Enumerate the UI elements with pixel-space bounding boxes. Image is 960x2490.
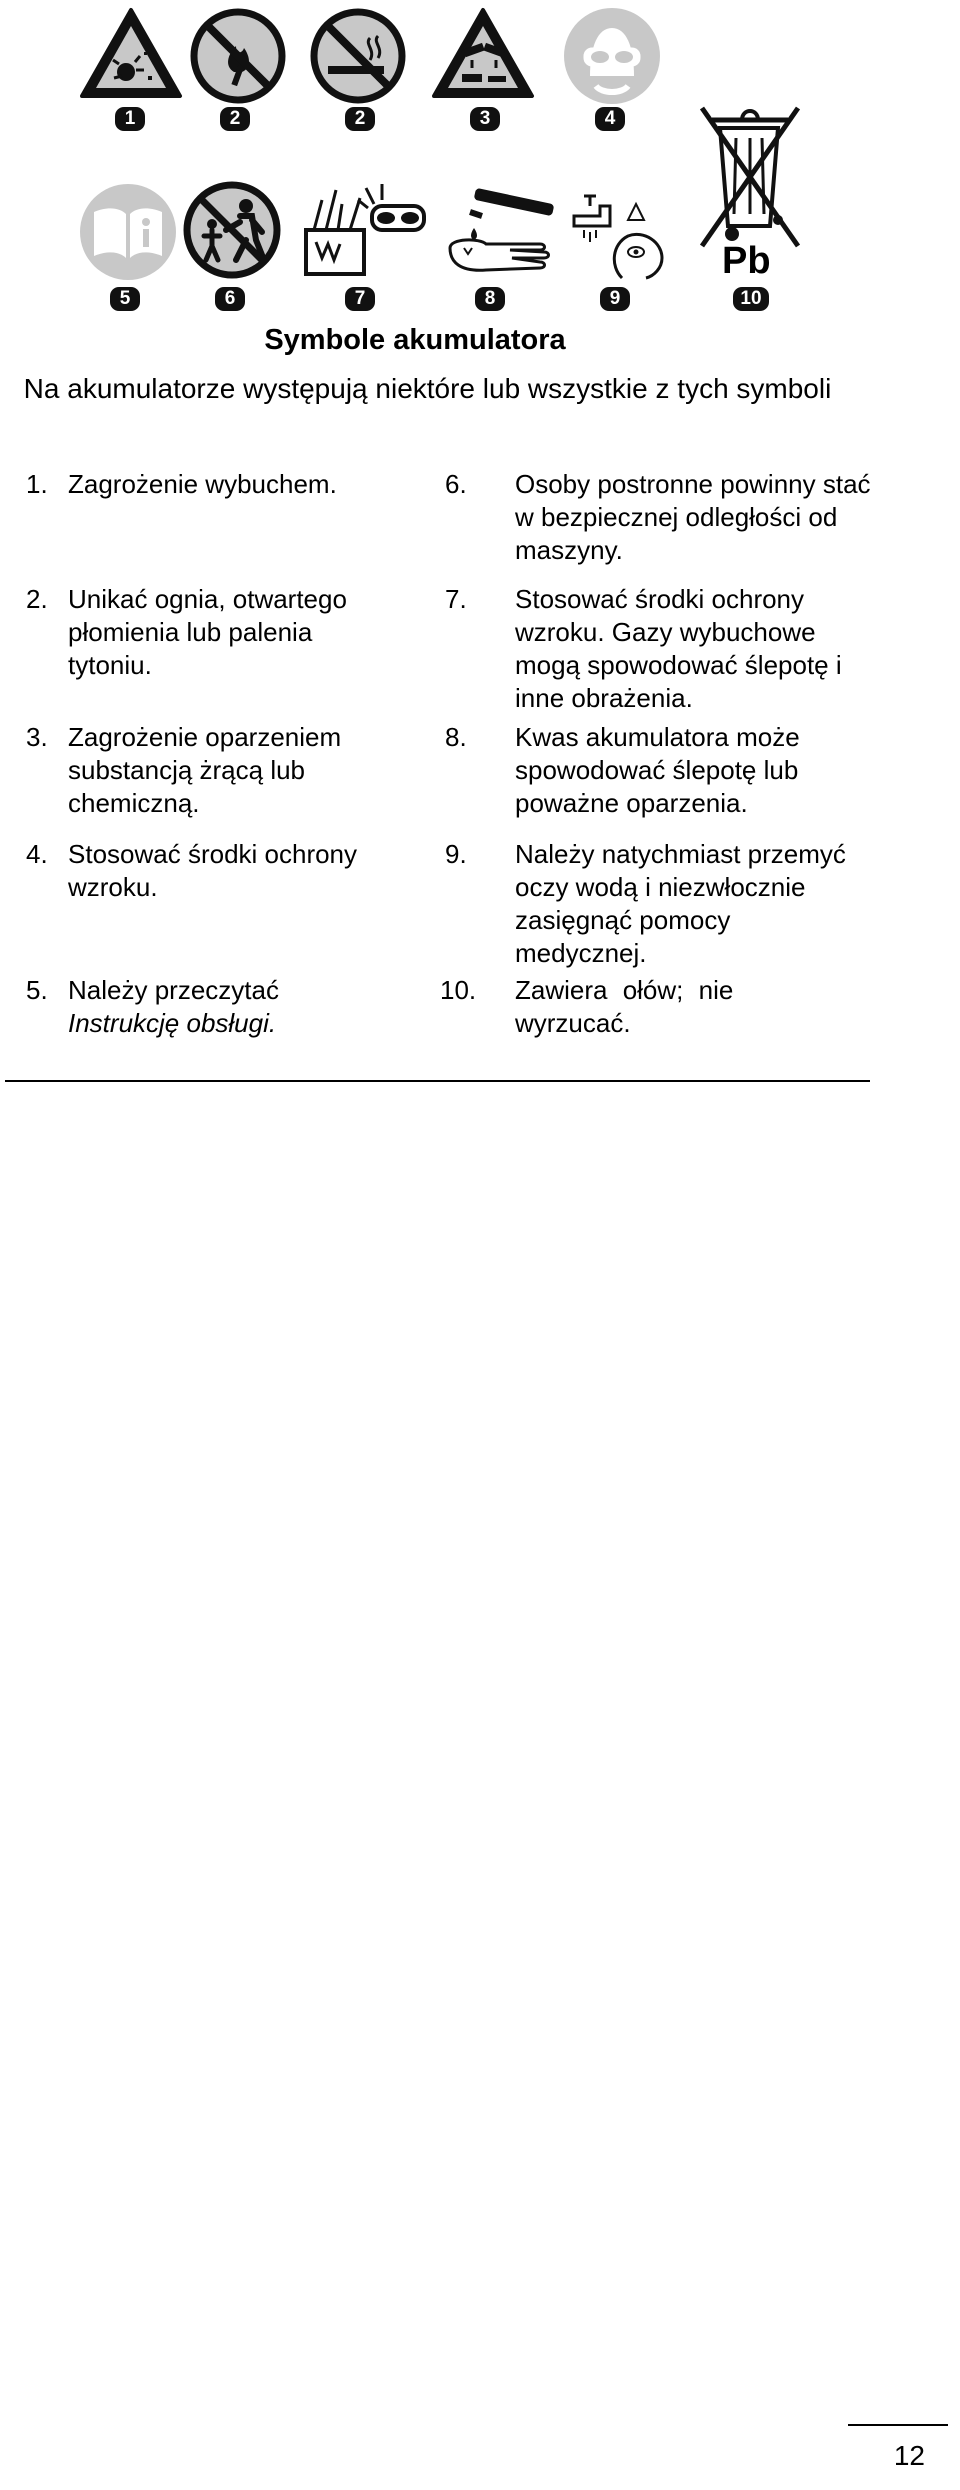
list-item-number: 5.	[26, 975, 48, 1005]
battery-symbols-panel	[0, 0, 960, 325]
symbol-badge-9: 9	[600, 287, 630, 311]
list-item-number: 6.	[445, 469, 467, 499]
list-item-number: 3.	[26, 722, 48, 752]
list-item-7	[440, 583, 885, 715]
list-item-text	[68, 974, 398, 1040]
eye-protection-icon	[562, 6, 662, 106]
symbol-badge-5: 5	[110, 287, 140, 311]
list-item-number: 10.	[440, 975, 477, 1005]
list-item-number: 1.	[26, 469, 48, 499]
list-item-number: 2.	[26, 584, 48, 614]
page-title: Symbole akumulatora	[264, 324, 566, 356]
list-item-text: Zawiera ołów; nie wyrzucać.	[515, 975, 734, 1038]
symbol-badge-3: 3	[470, 107, 500, 131]
list-item-8	[440, 721, 875, 820]
list-item-number: 8.	[445, 722, 467, 752]
list-item-text: Należy natychmiast przemyć oczy wodą i niezwłocznie zasięgnąć pomocy medycznej.	[515, 839, 846, 968]
symbol-badge-2b: 2	[345, 107, 375, 131]
list-item-10	[440, 974, 775, 1040]
flush-eyes-icon	[570, 186, 680, 282]
list-item-6	[440, 468, 875, 567]
symbol-badge-2a: 2	[220, 107, 250, 131]
page-number: 12	[893, 2440, 925, 2471]
list-item-text-plain: Należy przeczytać	[68, 975, 279, 1005]
battery-acid-icon	[440, 182, 560, 282]
symbol-badge-8: 8	[475, 287, 505, 311]
symbol-badge-7: 7	[345, 287, 375, 311]
manual-reference: Instrukcję obsługi.	[68, 1008, 277, 1038]
no-smoking-icon	[310, 8, 406, 104]
read-manual-icon	[78, 182, 178, 282]
explosion-warning-icon	[78, 6, 184, 100]
list-item-9	[440, 838, 855, 970]
symbol-badge-4: 4	[595, 107, 625, 131]
page-number-rule	[848, 2424, 948, 2426]
list-item-2	[0, 583, 388, 682]
list-item-4	[0, 838, 413, 904]
list-item-1	[0, 468, 398, 501]
list-item-text: Stosować środki ochrony wzroku.	[68, 839, 358, 902]
no-fire-icon	[190, 8, 286, 104]
list-item-text: Zagrożenie oparzeniem substancją żrącą lub chemiczną.	[68, 722, 342, 818]
page-subtitle: Na akumulatorze występują niektóre lub wszystkie z tych symboli	[23, 373, 832, 404]
list-item-number: 7.	[445, 584, 467, 614]
battery-explosion-goggles-icon	[302, 180, 432, 280]
list-item-number: 9.	[445, 839, 467, 869]
list-item-text: Zagrożenie wybuchem.	[68, 469, 337, 499]
section-divider	[5, 1080, 870, 1082]
symbol-badge-6: 6	[215, 287, 245, 311]
list-item-text: Unikać ognia, otwartego płomienia lub palenia tytoniu.	[68, 584, 347, 680]
list-item-text: Kwas akumulatora może spowodować ślepotę lub poważne oparzenia.	[515, 722, 800, 818]
list-item-text: Stosować środki ochrony wzroku. Gazy wybuchowe mogą spowodować ślepotę i inne obrażenia.	[515, 584, 842, 713]
keep-bystanders-away-icon	[182, 180, 282, 280]
symbol-badge-10: 10	[733, 287, 769, 311]
corrosive-warning-icon	[430, 6, 536, 100]
list-item-5	[0, 974, 398, 1040]
list-item-3	[0, 721, 368, 820]
symbol-badge-1: 1	[115, 107, 145, 131]
lead-symbol: Pb	[722, 240, 771, 282]
list-item-text: Osoby postronne powinny stać w bezpiecznej odległości od maszyny.	[515, 469, 871, 565]
list-item-number: 4.	[26, 839, 48, 869]
